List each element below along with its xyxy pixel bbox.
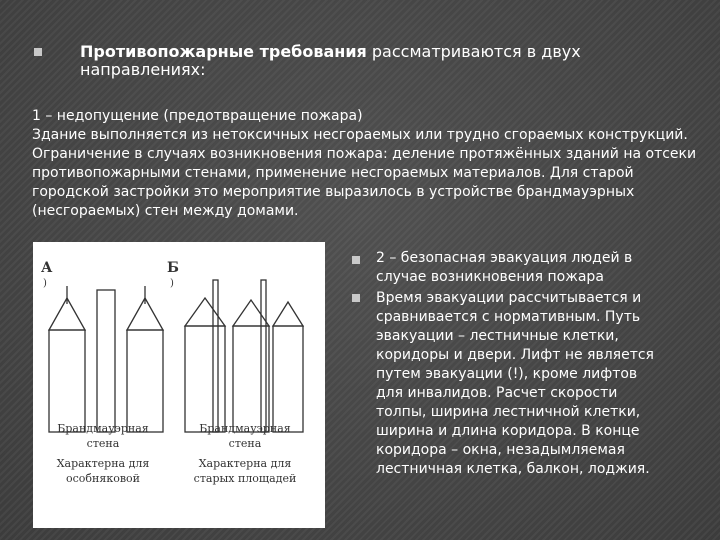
right-bullet-list — [376, 249, 666, 481]
tick-b: ) — [170, 278, 174, 289]
title-bullet-icon — [34, 48, 42, 56]
firewall-b-right — [261, 280, 266, 432]
firewall-b-left — [213, 280, 218, 432]
caption-b-1: Брандмауэрная — [199, 422, 291, 435]
house-a-left — [49, 330, 85, 432]
roof-b-right — [273, 302, 303, 326]
caption-a-4: особняковой — [66, 472, 140, 485]
caption-b-3: Характерна для — [198, 457, 292, 470]
slide-title — [80, 43, 680, 79]
house-a-right — [127, 330, 163, 432]
firewall-a — [97, 290, 115, 432]
house-b-left — [185, 326, 225, 432]
caption-a-2: стена — [86, 437, 120, 450]
paragraph-1: 1 – недопущение (предотвращение пожара) — [32, 108, 363, 124]
title-bold: Противопожарные требования — [80, 42, 367, 61]
firewall-figure — [33, 242, 325, 528]
list-item-1: 2 – безопасная эвакуация людей в случае возникновения пожара — [376, 250, 633, 285]
roof-b-left — [185, 298, 225, 326]
roof-b-mid — [233, 300, 269, 326]
tick-a: ) — [43, 278, 47, 289]
caption-b-4: старых площадей — [193, 472, 297, 485]
house-b-mid — [233, 326, 269, 432]
label-a: А — [41, 260, 53, 276]
caption-a-1: Брандмауэрная — [57, 422, 149, 435]
item1-bullet-icon — [352, 256, 360, 264]
body-text — [32, 107, 702, 221]
firewall-diagram — [33, 242, 325, 528]
building-group-b — [185, 280, 303, 432]
caption-a-3: Характерна для — [56, 457, 150, 470]
paragraph-2: Здание выполняется из нетоксичных несгораемых или трудно сгораемых конструкций. Ограничение в случаях возникновения пожара: деление протяжённых зданий на отсеки противопожарными стенами, применение несгораемых материалов. Для старой городской застройки это мероприятие выразилось в устройстве брандмауэрных (несгораемых) стен между домами. — [32, 127, 697, 219]
caption-b-2: стена — [228, 437, 262, 450]
label-b: Б — [167, 260, 179, 276]
list-item-2: Время эвакуации рассчитывается и сравнивается с нормативным. Путь эвакуации – лестничные клетки, коридоры и двери. Лифт не является путем эвакуации (!), кроме лифтов для инвалидов. Расчет скорости толпы, ширина лестничной клетки, ширина и длина коридора. В конце коридора – окна, незадымляемая лестничная клетка, балкон, лоджия. — [376, 290, 654, 477]
item2-bullet-icon — [352, 294, 360, 302]
title-rest: рассматриваются в двух направлениях: — [80, 42, 581, 79]
building-group-a — [49, 286, 163, 432]
house-b-right — [273, 326, 303, 432]
